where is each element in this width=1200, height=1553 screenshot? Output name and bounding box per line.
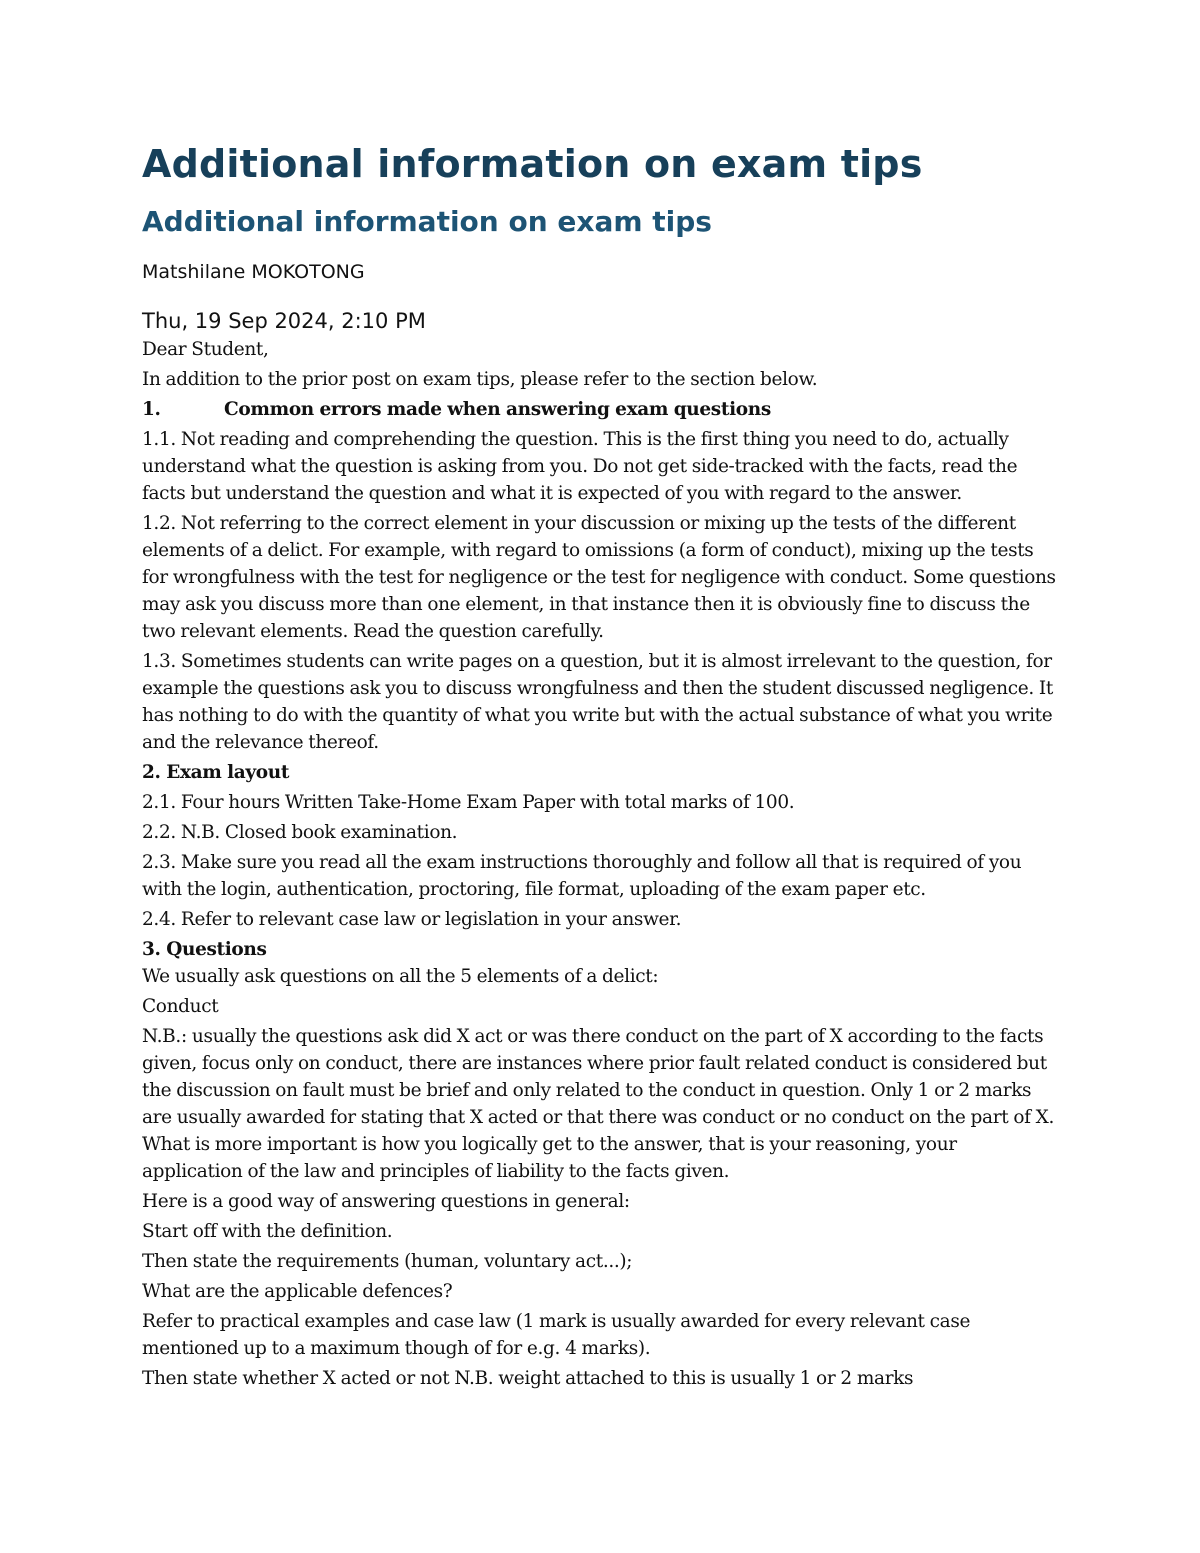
list-item: 2.2. N.B. Closed book examination. [142,822,458,843]
author-name: Matshilane MOKOTONG [142,261,365,283]
section-3-line: Start off with the definition. [142,1221,393,1242]
section-3-heading: 3. Questions [142,939,267,960]
post-date: Thu, 19 Sep 2024, 2:10 PM [142,309,426,333]
post-body [142,336,1062,1392]
document-page [142,140,1062,1392]
section-3-line: Then state the requirements (human, voluntary act...); [142,1251,633,1272]
list-item: 2.1. Four hours Written Take-Home Exam Paper with total marks of 100. [142,792,795,813]
section-3-line: Then state whether X acted or not N.B. weight attached to this is usually 1 or 2 marks [142,1368,914,1389]
section-3-line: Conduct [142,996,219,1017]
list-item: 1.3. Sometimes students can write pages on a question, but it is almost irrelevant to the question, for example the questions ask you to discuss wrongfulness and then the student discussed negligence. It has nothing to do with the quantity of what you write but with the actual substance of what you write and the relevance thereof. [142,651,1053,753]
list-item: 1.2. Not referring to the correct element in your discussion or mixing up the tests of the different elements of a delict. For example, with regard to omissions (a form of conduct), mixing up the tests for wrongfulness with the test for negligence or the test for negligence with conduct. Some questions may ask you discuss more than one element, in that instance then it is obviously fine to discuss the two relevant elements. Read the question carefully. [142,513,1056,642]
list-item: 2.3. Make sure you read all the exam instructions thoroughly and follow all that is required of you with the login, authentication, proctoring, file format, uploading of the exam paper etc. [142,852,1022,900]
page-subtitle: Additional information on exam tips [142,205,712,238]
section-3-line: N.B.: usually the questions ask did X act or was there conduct on the part of X according to the facts given, focus only on conduct, there are instances where prior fault related conduct is considered but the discussion on fault must be brief and only related to the conduct in question. Only 1 or 2 marks are usually awarded for stating that X acted or that there was conduct or no conduct on the part of X. What is more important is how you logically get to the answer, that is your reasoning, your application of the law and principles of liability to the facts given. [142,1026,1054,1182]
section-3-line: What are the applicable defences? [142,1281,453,1302]
section-3-line: We usually ask questions on all the 5 elements of a delict: [142,966,659,987]
page-title: Additional information on exam tips [142,142,923,186]
section-2-heading: 2. Exam layout [142,762,290,783]
greeting: Dear Student, [142,339,269,360]
list-item: 2.4. Refer to relevant case law or legislation in your answer. [142,909,682,930]
section-1-title: Common errors made when answering exam questions [224,399,771,420]
list-item: 1.1. Not reading and comprehending the question. This is the first thing you need to do, actually understand what the question is asking from you. Do not get side-tracked with the facts, read the facts but understand the question and what it is expected of you with regard to the answer. [142,429,1018,504]
section-1-heading [142,396,1062,423]
section-3-line: Refer to practical examples and case law (1 mark is usually awarded for every relevant case mentioned up to a maximum though of for e.g. 4 marks). [142,1311,971,1359]
section-1-number: 1. [142,399,161,420]
section-3-line: Here is a good way of answering questions in general: [142,1191,630,1212]
intro-paragraph: In addition to the prior post on exam tips, please refer to the section below. [142,369,818,390]
